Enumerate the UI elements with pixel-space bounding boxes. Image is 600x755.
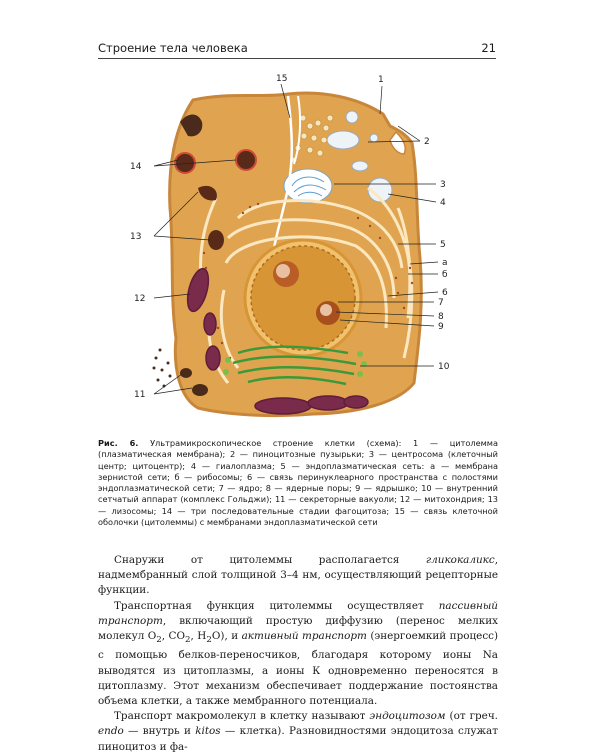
label-12: 12	[134, 294, 146, 304]
running-header	[98, 40, 496, 59]
label-1: 1	[378, 75, 384, 85]
label-11: 11	[134, 390, 146, 400]
label-2: 2	[424, 137, 430, 147]
label-7: 7	[438, 298, 444, 308]
label-15: 15	[276, 74, 288, 84]
label-a: а	[442, 258, 448, 268]
label-9: 9	[438, 322, 444, 332]
caption-lead: Рис. 6.	[98, 438, 139, 448]
paragraph-2: Транспортная функция цитолеммы осуществляет пассивный транспорт, включающий простую диффузию (перенос мелких молекул $O_2$, $CO_2$, $H_2O$), и активный транспорт (энергоемкий процесс) с помощью белков-переносчиков, благодаря которому ионы Na выводятся из цитоплазмы, а ионы К одновременно переносятся в цитоплазму. Этот механизм обеспечивает поддержание постоянства объема клетки, а также мембранного потенциала.	[98, 599, 499, 707]
paragraph-1: Снаружи от цитолеммы располагается гликокаликс, надмембранный слой толщиной 3–4 нм, осуществляющий рецепторные функции.	[98, 554, 498, 597]
nucleus	[245, 240, 361, 356]
label-13: 13	[130, 232, 142, 242]
body-text	[98, 553, 498, 755]
label-10: 10	[438, 362, 450, 372]
cell-figure	[98, 68, 498, 438]
label-b: б	[442, 270, 448, 280]
label-3: 3	[440, 180, 446, 190]
label-6: 6	[442, 288, 448, 298]
label-14: 14	[130, 162, 142, 172]
figure-caption	[98, 438, 498, 528]
paragraph-3: Транспорт макромолекул в клетку называют эндоцитозом (от греч. endo — внутрь и kitos — клетка). Разновидностями эндоцитоза служат пиноцитоз и фа-	[98, 710, 498, 753]
caption-text: Ультрамикроскопическое строение клетки (схема): 1 — цитолемма (плазматическая мембрана); 2 — пиноцитозные пузырьки; 3 — центросома (клеточный центр; цитоцентр); 4 — гиалоплазма; 5 — эндоплазматическая сеть: а — мембрана зернистой сети; б — рибосомы; 6 — связь перинуклеарного пространства с полостями эндоплазматической сети; 7 — ядро; 8 — ядерные поры; 9 — ядрышко; 10 — внутренний сетчатый аппарат (комплекс Гольджи); 11 — секреторные вакуоли; 12 — митохондрия; 13 — лизосомы; 14 — три последовательные стадии фагоцитоза; 15 — связь клеточной оболочки (цитолеммы) с мембранами эндоплазматической сети	[98, 438, 499, 528]
section-title: Строение тела человека	[98, 41, 248, 55]
cell-diagram	[98, 68, 498, 438]
page-number: 21	[481, 41, 496, 55]
label-4: 4	[440, 198, 446, 208]
label-5: 5	[440, 240, 446, 250]
label-8: 8	[438, 312, 444, 322]
